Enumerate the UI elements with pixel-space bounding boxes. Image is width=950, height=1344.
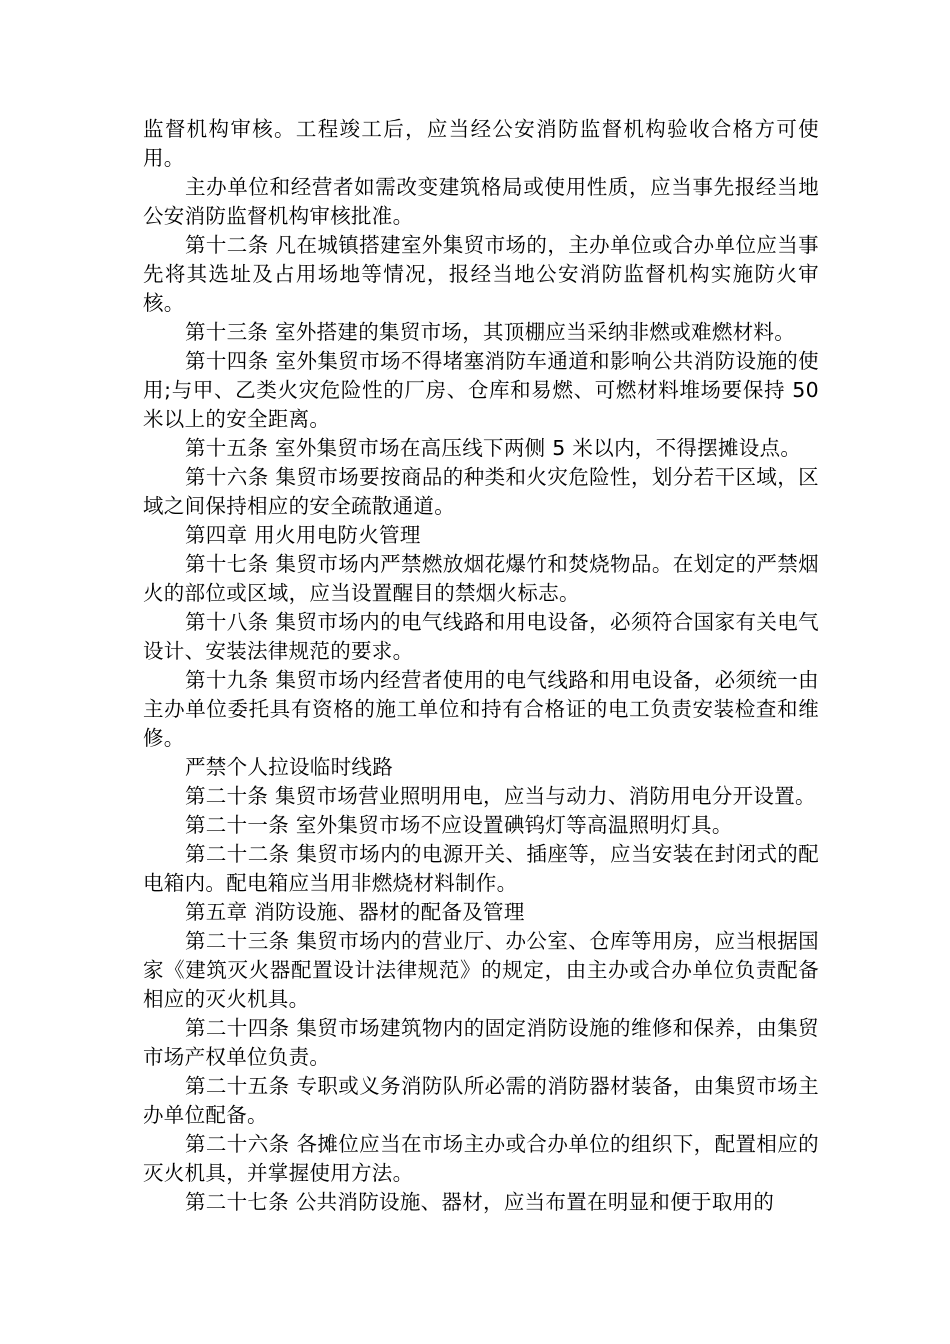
article-22: 第二十二条 集贸市场内的电源开关、插座等，应当安装在封闭式的配电箱内。配电箱应当用非燃烧材料制作。 xyxy=(143,842,819,895)
article-15: 第十五条 室外集贸市场在高压线下两侧 5 米以内，不得摆摊设点。 xyxy=(185,436,802,460)
article-21: 第二十一条 室外集贸市场不应设置碘钨灯等高温照明灯具。 xyxy=(185,813,733,837)
paragraph-change-approval: 主办单位和经营者如需改变建筑格局或使用性质，应当事先报经当地公安消防监督机构审核批准。 xyxy=(143,175,819,228)
document-body xyxy=(143,115,819,1217)
paragraph-continuation: 监督机构审核。工程竣工后，应当经公安消防监督机构验收合格方可使用。 xyxy=(143,117,819,170)
article-25: 第二十五条 专职或义务消防队所必需的消防器材装备，由集贸市场主办单位配备。 xyxy=(143,1074,819,1127)
article-24: 第二十四条 集贸市场建筑物内的固定消防设施的维修和保养，由集贸市场产权单位负责。 xyxy=(143,1016,819,1069)
article-12: 第十二条 凡在城镇搭建室外集贸市场的，主办单位或合办单位应当事先将其选址及占用场地等情况，报经当地公安消防监督机构实施防火审核。 xyxy=(143,233,819,315)
article-20: 第二十条 集贸市场营业照明用电，应当与动力、消防用电分开设置。 xyxy=(185,784,816,808)
article-19: 第十九条 集贸市场内经营者使用的电气线路和用电设备，必须统一由主办单位委托具有资格的施工单位和持有合格证的电工负责安装检查和维修。 xyxy=(143,668,819,750)
article-23: 第二十三条 集贸市场内的营业厅、办公室、仓库等用房，应当根据国家《建筑灭火器配置设计法律规范》的规定，由主办或合办单位负责配备相应的灭火机具。 xyxy=(143,929,819,1011)
article-18: 第十八条 集贸市场内的电气线路和用电设备，必须符合国家有关电气设计、安装法律规范的要求。 xyxy=(143,610,819,663)
article-13: 第十三条 室外搭建的集贸市场，其顶棚应当采纳非燃或难燃材料。 xyxy=(185,320,796,344)
article-17: 第十七条 集贸市场内严禁燃放烟花爆竹和焚烧物品。在划定的严禁烟火的部位或区域，应当设置醒目的禁烟火标志。 xyxy=(143,552,819,605)
article-27: 第二十七条 公共消防设施、器材，应当布置在明显和便于取用的 xyxy=(185,1190,775,1214)
article-14: 第十四条 室外集贸市场不得堵塞消防车通道和影响公共消防设施的使用;与甲、乙类火灾危险性的厂房、仓库和易燃、可燃材料堆场要保持 50 米以上的安全距离。 xyxy=(143,349,819,431)
chapter-5-heading: 第五章 消防设施、器材的配备及管理 xyxy=(185,900,525,924)
article-26: 第二十六条 各摊位应当在市场主办或合办单位的组织下，配置相应的灭火机具，并掌握使用方法。 xyxy=(143,1132,819,1185)
paragraph-temporary-wiring: 严禁个人拉设临时线路 xyxy=(185,755,393,779)
article-16: 第十六条 集贸市场要按商品的种类和火灾危险性，划分若干区域，区域之间保持相应的安全疏散通道。 xyxy=(143,465,819,518)
chapter-4-heading: 第四章 用火用电防火管理 xyxy=(185,523,421,547)
